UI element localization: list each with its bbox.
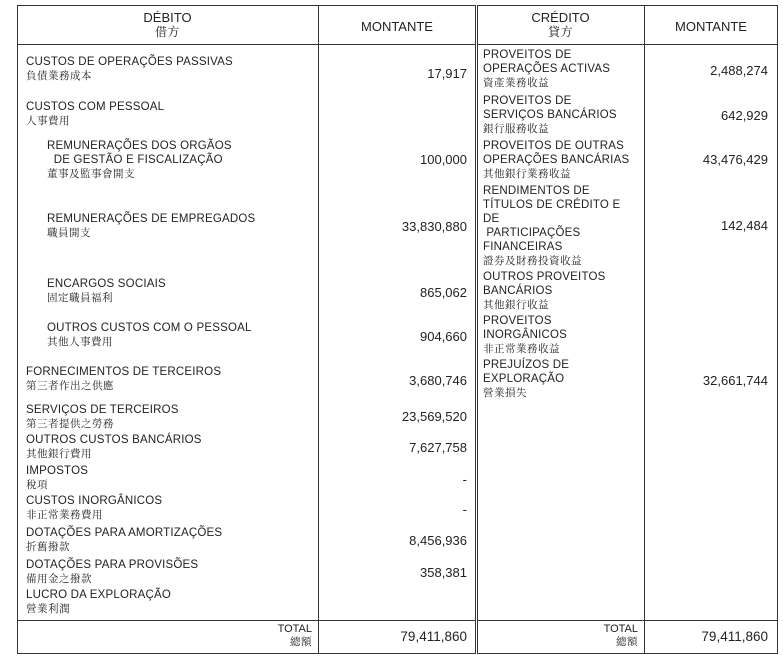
debit-label-3: REMUNERAÇÕES DE EMPREGADOS 職員開支 xyxy=(47,213,256,239)
debit-total-label xyxy=(220,623,312,649)
debit-total-label-pt: TOTAL xyxy=(277,623,312,635)
header-divider-right xyxy=(477,44,778,45)
debit-header xyxy=(17,10,318,40)
debit-label-0: CUSTOS DE OPERAÇÕES PASSIVAS 負債業務成本 xyxy=(26,56,233,82)
debit-amount-column-divider xyxy=(318,5,319,654)
credit-header-zh: 貸方 xyxy=(547,25,573,39)
total-divider-right xyxy=(477,620,778,621)
credit-label-6: PREJUÍZOS DE EXPLORAÇÃO 營業損失 xyxy=(483,359,570,399)
debit-label-11: DOTAÇÕES PARA AMORTIZAÇÕES 折舊撥款 xyxy=(26,527,223,553)
total-divider-left xyxy=(17,620,476,621)
credit-label-0: PROVEITOS DE OPERAÇÕES ACTIVAS 資產業務收益 xyxy=(483,49,611,89)
credit-total-amount: 79,411,860 xyxy=(701,629,768,644)
credit-amount-header: MONTANTE xyxy=(675,19,747,34)
credit-total-label xyxy=(560,623,638,649)
credit-amount-0: 2,488,274 xyxy=(710,63,768,78)
credit-label-1: PROVEITOS DE SERVIÇOS BANCÁRIOS 銀行服務收益 xyxy=(483,95,617,135)
credit-amount-3: 142,484 xyxy=(721,218,768,233)
debit-label-9: IMPOSTOS 稅項 xyxy=(26,465,89,491)
credit-amount-2: 43,476,429 xyxy=(702,152,768,167)
debit-amount-8: 7,627,758 xyxy=(409,440,467,455)
debit-amount-9: - xyxy=(462,472,467,487)
credit-amount-1: 642,929 xyxy=(721,108,768,123)
debit-total-amount: 79,411,860 xyxy=(400,629,467,644)
debit-label-1: CUSTOS COM PESSOAL 人事費用 xyxy=(26,101,165,127)
debit-amount-header: MONTANTE xyxy=(361,19,433,34)
debit-label-7: SERVIÇOS DE TERCEIROS 第三者提供之勞務 xyxy=(26,404,179,430)
credit-label-4: OUTROS PROVEITOS BANCÁRIOS 其他銀行收益 xyxy=(483,271,606,311)
debit-label-6: FORNECIMENTOS DE TERCEIROS 第三者作出之供應 xyxy=(26,366,222,392)
credit-amount-6: 32,661,744 xyxy=(702,373,768,388)
credit-label-3: RENDIMENTOS DE TÍTULOS DE CRÉDITO E DE PARTICIPAÇÕES FINANCEIRAS 證券及財務投資收益 xyxy=(483,185,621,267)
header-divider-left xyxy=(17,44,476,45)
debit-amount-7: 23,569,520 xyxy=(401,409,467,424)
credit-amount-column-divider xyxy=(644,5,645,654)
debit-amount-2: 100,000 xyxy=(420,152,467,167)
credit-label-2: PROVEITOS DE OUTRAS OPERAÇÕES BANCÁRIAS 其他銀行業務收益 xyxy=(483,140,630,180)
debit-label-8: OUTROS CUSTOS BANCÁRIOS 其他銀行費用 xyxy=(26,434,202,460)
debit-header-zh: 借方 xyxy=(154,25,180,39)
credit-header xyxy=(477,10,644,40)
credit-header-title: CRÉDITO xyxy=(531,10,590,25)
debit-label-10: CUSTOS INORGÂNICOS 非正常業務費用 xyxy=(26,495,163,521)
debit-total-label-zh: 總額 xyxy=(290,636,312,648)
debit-label-5: OUTROS CUSTOS COM O PESSOAL 其他人事費用 xyxy=(47,322,252,348)
debit-amount-12: 358,381 xyxy=(420,565,467,580)
debit-amount-3: 33,830,880 xyxy=(401,219,467,234)
credit-total-label-zh: 總額 xyxy=(616,636,638,648)
debit-amount-11: 8,456,936 xyxy=(409,533,467,548)
credit-label-5: PROVEITOS INORGÂNICOS 非正常業務收益 xyxy=(483,315,567,355)
debit-amount-4: 865,062 xyxy=(420,285,467,300)
debit-label-4: ENCARGOS SOCIAIS 固定職員福利 xyxy=(47,278,166,304)
debit-label-12: DOTAÇÕES PARA PROVISÕES 備用金之撥款 xyxy=(26,559,199,585)
debit-label-2: REMUNERAÇÕES DOS ORGÃOS DE GESTÃO E FISCALIZAÇÃO 董事及監事會開支 xyxy=(47,140,232,180)
debit-amount-10: - xyxy=(462,502,467,517)
credit-total-label-pt: TOTAL xyxy=(603,623,638,635)
debit-label-13: LUCRO DA EXPLORAÇÃO 營業利潤 xyxy=(26,589,172,615)
debit-amount-0: 17,917 xyxy=(427,66,467,81)
debit-amount-6: 3,680,746 xyxy=(409,373,467,388)
debit-amount-5: 904,660 xyxy=(420,329,467,344)
debit-header-title: DÉBITO xyxy=(143,10,192,25)
